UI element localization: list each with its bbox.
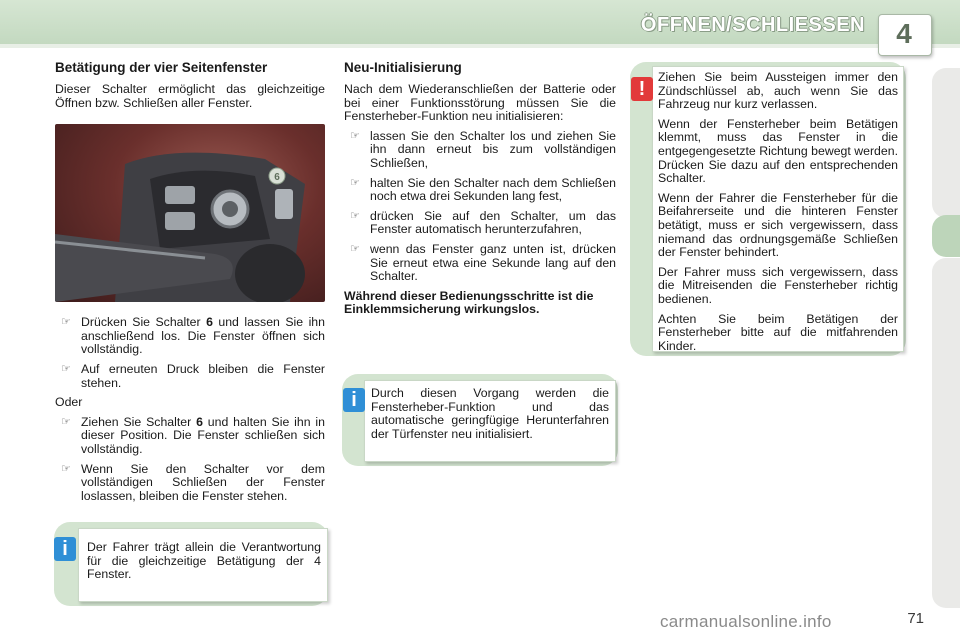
middle-column <box>344 60 616 323</box>
warning-paragraph: Wenn der Fahrer die Fensterheber für die Beifahrerseite und die hinteren Fenster betätigt, muss er sich vergewissern, dass niemand das ordnungsgemäße Schließen der Fenster behindert. <box>658 190 898 260</box>
side-tab-current[interactable] <box>932 215 960 257</box>
center-console-illustration <box>55 124 325 302</box>
chapter-title: ÖFFNEN/SCHLIESSEN <box>640 14 865 36</box>
bullet-icon: ☞ <box>350 176 360 189</box>
list-item: ☞ lassen Sie den Schalter los und ziehen Sie ihn dann erneut bis zum vollständigen Schließen, <box>350 128 616 170</box>
chapter-number: 4 <box>896 18 912 49</box>
bullet-icon: ☞ <box>61 316 71 329</box>
info-icon: i <box>54 537 76 561</box>
bullet-icon: ☞ <box>350 129 360 142</box>
header-divider <box>0 44 960 48</box>
warning-icon: ! <box>631 77 653 101</box>
warning-paragraph: Ziehen Sie beim Aussteigen immer den Zündschlüssel ab, auch wenn Sie das Fahrzeug nur kurz verlassen. <box>658 70 898 112</box>
bullet-icon: ☞ <box>61 362 71 375</box>
list-item: ☞ Auf erneuten Druck bleiben die Fenster stehen. <box>61 361 325 390</box>
list-item: ☞ drücken Sie auf den Schalter, um das Fenster automatisch herunterzufahren, <box>350 208 616 237</box>
watermark: carmanualsonline.info <box>660 612 832 631</box>
info-text-left: Der Fahrer trägt allein die Verantwortung für die gleichzeitige Betätigung der 4 Fenster. <box>87 540 321 582</box>
warning-box <box>652 66 904 352</box>
photo-label: 6 <box>274 172 280 184</box>
warning-paragraph: Achten Sie beim Betätigen der Fensterheber bitte auf die mitfahrenden Kinder. <box>658 311 898 353</box>
bold-note: Während dieser Bedienungsschritte ist die Einklemmsicherung wirkungslos. <box>344 288 594 317</box>
info-icon: i <box>343 388 365 412</box>
switch-photo <box>55 124 325 302</box>
info-box-left <box>78 528 328 602</box>
left-column <box>55 60 325 509</box>
info-box-middle <box>364 380 616 462</box>
reinit-intro: Nach dem Wiederanschließen der Batterie oder bei einer Funktionsstörung müssen Sie die Fensterheber-Funktion neu initialisieren: <box>344 82 616 124</box>
intro-paragraph: Dieser Schalter ermöglicht das gleichzeitige Öffnen bzw. Schließen aller Fenster. <box>55 82 325 110</box>
bullet-icon: ☞ <box>61 462 71 475</box>
side-tab-next[interactable] <box>932 258 960 608</box>
list-item: ☞ wenn das Fenster ganz unten ist, drücken Sie erneut etwa eine Sekunde lang auf den Schalter. <box>350 241 616 284</box>
list-item: ☞ Drücken Sie Schalter 6 und lassen Sie ihn anschließend los. Die Fenster öffnen sich vollständig. <box>61 315 325 357</box>
section-heading-windows: Betätigung der vier Seitenfenster <box>55 60 268 75</box>
oder-label: Oder <box>55 395 83 410</box>
side-tab-previous[interactable] <box>932 68 960 218</box>
bullet-icon: ☞ <box>350 242 360 255</box>
list-item: ☞ halten Sie den Schalter nach dem Schließen noch etwa drei Sekunden lang fest, <box>350 175 616 204</box>
list-item: ☞ Wenn Sie den Schalter vor dem vollständigen Schließen der Fenster loslassen, bleiben die Fenster stehen. <box>61 461 325 503</box>
info-text-middle: Durch diesen Vorgang werden die Fensterheber-Funktion und das automatische geringfügige Herunterfahren der Türfenster neu initialisiert. <box>371 386 609 441</box>
bullet-icon: ☞ <box>350 209 360 222</box>
bullet-icon: ☞ <box>61 415 71 428</box>
warning-paragraph: Der Fahrer muss sich vergewissern, dass die Mitreisenden die Fensterheber richtig bedienen. <box>658 264 898 306</box>
page-number: 71 <box>907 610 924 627</box>
list-item: ☞ Ziehen Sie Schalter 6 und halten Sie ihn in dieser Position. Die Fenster schließen sich vollständig. <box>61 414 326 456</box>
warning-paragraph: Wenn der Fensterheber beim Betätigen klemmt, muss das Fenster in die entgegengesetzte Richtung bewegt werden. Drücken Sie dazu auf den entsprechenden Schalter. <box>658 116 898 186</box>
section-heading-reinit: Neu-Initialisierung <box>344 60 462 75</box>
